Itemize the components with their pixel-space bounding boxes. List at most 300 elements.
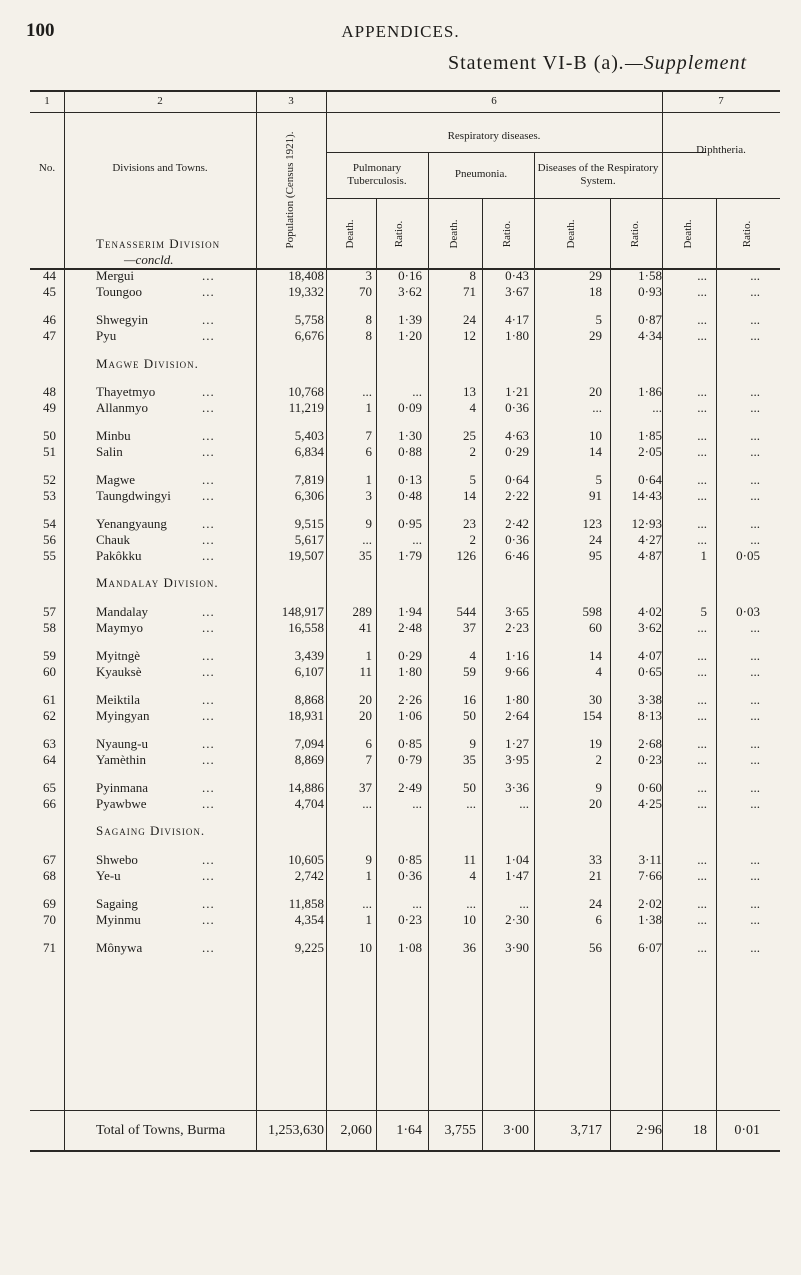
- cell-nd: 4: [469, 648, 476, 663]
- cell-rr: 0·87: [638, 312, 662, 327]
- cell-dr: ...: [750, 328, 760, 343]
- cell-rd: 33: [589, 852, 602, 867]
- header-diphtheria: Diphtheria.: [696, 144, 746, 156]
- cell-nr: 4·17: [505, 312, 529, 327]
- cell-pr: 0·85: [398, 736, 422, 751]
- leader-dots: ...: [202, 620, 215, 635]
- cell-rd: 95: [589, 548, 602, 563]
- cell-pop: 8,868: [294, 692, 324, 707]
- cell-dd: ...: [697, 384, 707, 399]
- cell-dr: ...: [750, 736, 760, 751]
- cell-pd: 1: [365, 648, 372, 663]
- cell-pd: 289: [352, 604, 372, 619]
- cell-dr: ...: [750, 780, 760, 795]
- cell-nd: 4: [469, 400, 476, 415]
- cell-pr: ...: [412, 796, 422, 811]
- cell-rd: 2: [595, 752, 602, 767]
- town-name: Taungdwingyi: [96, 488, 171, 503]
- cell-dd: ...: [697, 516, 707, 531]
- table-row: [30, 752, 780, 768]
- total-rd: 3,717: [570, 1123, 602, 1138]
- cell-nd: 25: [463, 428, 476, 443]
- table-row: [30, 912, 780, 928]
- cell-dr: ...: [750, 428, 760, 443]
- header-pneu-death: Death.: [448, 219, 460, 249]
- cell-rr: 0·93: [638, 284, 662, 299]
- row-number: 58: [43, 620, 56, 635]
- cell-pop: 5,758: [294, 312, 324, 327]
- cell-pr: 3·62: [398, 284, 422, 299]
- row-number: 46: [43, 312, 56, 327]
- row-number: 49: [43, 400, 56, 415]
- town-name: Pyu: [96, 328, 117, 343]
- leader-dots: ...: [202, 328, 215, 343]
- cell-pop: 10,768: [288, 384, 324, 399]
- cell-pr: 0·79: [398, 752, 422, 767]
- town-name: Shwegyin: [96, 312, 148, 327]
- table-row: [30, 516, 780, 532]
- leader-dots: ...: [202, 940, 215, 955]
- cell-nr: 1·21: [505, 384, 529, 399]
- row-number: 54: [43, 516, 56, 531]
- cell-rd: 18: [589, 284, 602, 299]
- cell-pop: 18,931: [288, 708, 324, 723]
- cell-rd: 598: [582, 604, 602, 619]
- header-pulmonary: Pulmonary Tuberculosis.: [347, 162, 407, 187]
- header-divisions: Divisions and Towns.: [112, 162, 208, 174]
- cell-dr: ...: [750, 488, 760, 503]
- cell-pr: 2·49: [398, 780, 422, 795]
- header-other-resp: Diseases of the Respiratory System.: [537, 162, 659, 187]
- row-number: 68: [43, 868, 56, 883]
- cell-pd: 1: [365, 912, 372, 927]
- header-respiratory: Respiratory diseases.: [447, 130, 541, 142]
- row-number: 52: [43, 472, 56, 487]
- table-row: [30, 428, 780, 444]
- cell-rr: 4·25: [638, 796, 662, 811]
- town-name: Mergui: [96, 268, 135, 283]
- cell-rr: 3·62: [638, 620, 662, 635]
- cell-pr: 0·23: [398, 912, 422, 927]
- cell-rd: 14: [589, 648, 602, 663]
- cell-nr: 3·36: [505, 780, 529, 795]
- leader-dots: ...: [202, 548, 215, 563]
- table-body: [30, 90, 780, 1152]
- cell-nd: 24: [463, 312, 476, 327]
- row-number: 64: [43, 752, 56, 767]
- cell-nd: 2: [469, 532, 476, 547]
- cell-dr: ...: [750, 692, 760, 707]
- cell-pd: 1: [365, 472, 372, 487]
- table-row: [30, 620, 780, 636]
- cell-rd: 20: [589, 384, 602, 399]
- table-row: [30, 796, 780, 812]
- cell-dd: ...: [697, 532, 707, 547]
- cell-nr: 2·30: [505, 912, 529, 927]
- row-number: 69: [43, 896, 56, 911]
- leader-dots: ...: [202, 472, 215, 487]
- town-name: Myitngè: [96, 648, 141, 663]
- town-name: Minbu: [96, 428, 131, 443]
- cell-dd: ...: [697, 428, 707, 443]
- cell-pd: 1: [365, 868, 372, 883]
- cell-dd: ...: [697, 620, 707, 635]
- cell-rd: 91: [589, 488, 602, 503]
- cell-dd: ...: [697, 752, 707, 767]
- cell-nd: 544: [456, 604, 476, 619]
- cell-pr: 0·48: [398, 488, 422, 503]
- cell-nd: 4: [469, 868, 476, 883]
- cell-dr: ...: [750, 444, 760, 459]
- cell-rr: 2·68: [638, 736, 662, 751]
- division-title: Sagaing Division.: [96, 823, 206, 838]
- cell-pd: 7: [365, 428, 372, 443]
- cell-pop: 8,869: [294, 752, 324, 767]
- cell-dd: ...: [697, 664, 707, 679]
- cell-pd: 20: [359, 708, 372, 723]
- cell-pop: 19,332: [288, 284, 324, 299]
- cell-rr: 2·05: [638, 444, 662, 459]
- cell-pd: 35: [359, 548, 372, 563]
- cell-rr: 3·38: [638, 692, 662, 707]
- cell-pd: ...: [362, 384, 372, 399]
- town-name: Magwe: [96, 472, 135, 487]
- leader-dots: ...: [202, 268, 215, 283]
- cell-rr: 0·23: [638, 752, 662, 767]
- cell-nd: ...: [466, 796, 476, 811]
- cell-rr: 1·38: [638, 912, 662, 927]
- cell-nr: 1·47: [505, 868, 529, 883]
- cell-dr: 0·05: [736, 548, 760, 563]
- cell-pr: 0·13: [398, 472, 422, 487]
- cell-nr: 4·63: [505, 428, 529, 443]
- cell-pd: ...: [362, 532, 372, 547]
- cell-rr: 4·02: [638, 604, 662, 619]
- cell-nr: 0·64: [505, 472, 529, 487]
- town-name: Thayetmyo: [96, 384, 156, 399]
- cell-nr: 0·43: [505, 268, 529, 283]
- cell-pd: ...: [362, 896, 372, 911]
- cell-rd: 6: [595, 912, 602, 927]
- cell-nd: 16: [463, 692, 476, 707]
- cell-rr: 12·93: [631, 516, 662, 531]
- cell-rd: 56: [589, 940, 602, 955]
- cell-pd: 70: [359, 284, 372, 299]
- cell-nr: 1·80: [505, 692, 529, 707]
- cell-rd: 21: [589, 868, 602, 883]
- cell-nd: 8: [469, 268, 476, 283]
- cell-pr: 0·95: [398, 516, 422, 531]
- leader-dots: ...: [202, 532, 215, 547]
- cell-rd: 154: [582, 708, 602, 723]
- cell-pr: 1·39: [398, 312, 422, 327]
- cell-pd: 3: [365, 488, 372, 503]
- table-row: [30, 692, 780, 708]
- cell-nd: ...: [466, 896, 476, 911]
- cell-dd: ...: [697, 868, 707, 883]
- town-name: Pyinmana: [96, 780, 148, 795]
- town-name: Meiktila: [96, 692, 141, 707]
- row-number: 71: [43, 940, 56, 955]
- cell-nd: 9: [469, 736, 476, 751]
- cell-pop: 148,917: [281, 604, 324, 619]
- town-name: Shwebo: [96, 852, 138, 867]
- cell-rd: 29: [589, 268, 602, 283]
- cell-rd: 24: [589, 532, 602, 547]
- cell-pop: 5,403: [294, 428, 324, 443]
- cell-nd: 14: [463, 488, 476, 503]
- cell-rr: 4·07: [638, 648, 662, 663]
- table-row: [30, 780, 780, 796]
- table-row: [30, 940, 780, 956]
- table-row: [30, 488, 780, 504]
- row-number: 67: [43, 852, 56, 867]
- cell-rd: 60: [589, 620, 602, 635]
- cell-pr: 1·79: [398, 548, 422, 563]
- statement-prefix: Statement VI-B: [448, 52, 588, 74]
- colnum-1: 1: [44, 95, 50, 107]
- total-dd: 18: [693, 1123, 707, 1138]
- cell-pop: 5,617: [294, 532, 324, 547]
- cell-dd: ...: [697, 940, 707, 955]
- cell-rr: 4·34: [638, 328, 662, 343]
- cell-pop: 11,219: [288, 400, 324, 415]
- table-row: [30, 444, 780, 460]
- cell-rd: 10: [589, 428, 602, 443]
- leader-dots: ...: [202, 912, 215, 927]
- cell-rd: 4: [595, 664, 602, 679]
- cell-pop: 9,225: [294, 940, 324, 955]
- cell-pd: 8: [365, 312, 372, 327]
- cell-rr: 6·07: [638, 940, 662, 955]
- cell-pr: 1·30: [398, 428, 422, 443]
- cell-pr: ...: [412, 896, 422, 911]
- cell-nr: 0·29: [505, 444, 529, 459]
- cell-pr: 1·80: [398, 664, 422, 679]
- cell-dr: ...: [750, 868, 760, 883]
- cell-pr: 1·08: [398, 940, 422, 955]
- cell-pop: 4,704: [294, 796, 324, 811]
- cell-dr: ...: [750, 384, 760, 399]
- total-rr: 2·96: [636, 1123, 662, 1138]
- cell-nr: 2·23: [505, 620, 529, 635]
- cell-pr: 2·26: [398, 692, 422, 707]
- cell-dr: ...: [750, 940, 760, 955]
- statement-suffix: .—Supplement: [618, 52, 748, 74]
- cell-pd: 10: [359, 940, 372, 955]
- colnum-6: 6: [491, 95, 497, 107]
- cell-rd: 14: [589, 444, 602, 459]
- page-number: 100: [26, 20, 55, 41]
- cell-rr: 0·60: [638, 780, 662, 795]
- cell-dr: ...: [750, 312, 760, 327]
- cell-nr: 0·36: [505, 400, 529, 415]
- cell-pd: ...: [362, 796, 372, 811]
- cell-pd: 11: [359, 664, 372, 679]
- cell-rr: 4·27: [638, 532, 662, 547]
- cell-pd: 8: [365, 328, 372, 343]
- cell-pr: 0·36: [398, 868, 422, 883]
- cell-pd: 9: [365, 516, 372, 531]
- colnum-7: 7: [718, 95, 724, 107]
- cell-nd: 5: [469, 472, 476, 487]
- header-population: Population (Census 1921).: [284, 131, 296, 249]
- cell-pr: 0·09: [398, 400, 422, 415]
- statement-part: (a): [593, 52, 619, 74]
- leader-dots: ...: [202, 796, 215, 811]
- row-number: 44: [43, 268, 56, 283]
- cell-nd: 12: [463, 328, 476, 343]
- cell-nr: 0·36: [505, 532, 529, 547]
- leader-dots: ...: [202, 708, 215, 723]
- town-name: Toungoo: [96, 284, 143, 299]
- town-name: Chauk: [96, 532, 130, 547]
- cell-nr: 1·80: [505, 328, 529, 343]
- cell-pop: 18,408: [288, 268, 324, 283]
- cell-pop: 9,515: [294, 516, 324, 531]
- cell-pd: 6: [365, 444, 372, 459]
- row-number: 47: [43, 328, 56, 343]
- cell-rr: 0·64: [638, 472, 662, 487]
- cell-pop: 6,834: [294, 444, 324, 459]
- town-name: Maymyo: [96, 620, 143, 635]
- cell-rr: 7·66: [638, 868, 662, 883]
- cell-dd: ...: [697, 312, 707, 327]
- cell-nd: 11: [463, 852, 476, 867]
- cell-nd: 71: [463, 284, 476, 299]
- total-pr: 1·64: [396, 1123, 422, 1138]
- cell-dr: ...: [750, 400, 760, 415]
- cell-pr: ...: [412, 532, 422, 547]
- cell-dr: ...: [750, 648, 760, 663]
- cell-dr: ...: [750, 472, 760, 487]
- cell-pop: 10,605: [288, 852, 324, 867]
- cell-nd: 50: [463, 708, 476, 723]
- cell-dr: ...: [750, 796, 760, 811]
- leader-dots: ...: [202, 488, 215, 503]
- cell-rr: 1·85: [638, 428, 662, 443]
- leader-dots: ...: [202, 284, 215, 299]
- town-name: Ye-u: [96, 868, 121, 883]
- town-name: Allanmyo: [96, 400, 148, 415]
- cell-dr: 0·03: [736, 604, 760, 619]
- cell-nr: 3·65: [505, 604, 529, 619]
- row-number: 45: [43, 284, 56, 299]
- cell-dd: ...: [697, 736, 707, 751]
- cell-nd: 23: [463, 516, 476, 531]
- cell-dr: ...: [750, 268, 760, 283]
- cell-dd: ...: [697, 284, 707, 299]
- total-pop: 1,253,630: [268, 1123, 324, 1138]
- leader-dots: ...: [202, 312, 215, 327]
- cell-pop: 19,507: [288, 548, 324, 563]
- leader-dots: ...: [202, 444, 215, 459]
- header-no: No.: [38, 162, 56, 174]
- cell-pr: 1·06: [398, 708, 422, 723]
- cell-pr: 0·88: [398, 444, 422, 459]
- table-row: [30, 852, 780, 868]
- cell-pr: 2·48: [398, 620, 422, 635]
- header-resp-ratio: Ratio.: [629, 220, 641, 248]
- cell-dd: ...: [697, 796, 707, 811]
- cell-pop: 4,354: [294, 912, 324, 927]
- town-name: Salin: [96, 444, 123, 459]
- cell-nr: 3·67: [505, 284, 529, 299]
- leader-dots: ...: [202, 384, 215, 399]
- cell-nr: 6·46: [505, 548, 529, 563]
- header-pul-ratio: Ratio.: [393, 220, 405, 248]
- cell-pd: 6: [365, 736, 372, 751]
- cell-nd: 2: [469, 444, 476, 459]
- cell-nr: 2·64: [505, 708, 529, 723]
- leader-dots: ...: [202, 400, 215, 415]
- cell-rd: 123: [582, 516, 602, 531]
- cell-dd: ...: [697, 400, 707, 415]
- town-name: Yamèthin: [96, 752, 146, 767]
- cell-rr: 1·86: [638, 384, 662, 399]
- cell-rd: 9: [595, 780, 602, 795]
- cell-rd: 5: [595, 312, 602, 327]
- cell-pd: 3: [365, 268, 372, 283]
- cell-dr: ...: [750, 620, 760, 635]
- cell-dd: ...: [697, 328, 707, 343]
- cell-dr: ...: [750, 896, 760, 911]
- cell-pr: 0·85: [398, 852, 422, 867]
- table-row: [30, 472, 780, 488]
- cell-pop: 3,439: [294, 648, 324, 663]
- cell-nr: 9·66: [505, 664, 529, 679]
- row-number: 63: [43, 736, 56, 751]
- row-number: 56: [43, 532, 56, 547]
- town-name: Nyaung-u: [96, 736, 148, 751]
- cell-dd: ...: [697, 896, 707, 911]
- leader-dots: ...: [202, 428, 215, 443]
- cell-rr: 8·13: [638, 708, 662, 723]
- cell-pd: 37: [359, 780, 372, 795]
- table-row: [30, 648, 780, 664]
- header-pul-death: Death.: [344, 219, 356, 249]
- cell-nr: 2·42: [505, 516, 529, 531]
- colnum-3: 3: [288, 95, 294, 107]
- cell-nd: 126: [456, 548, 476, 563]
- cell-pop: 7,094: [294, 736, 324, 751]
- cell-pd: 7: [365, 752, 372, 767]
- cell-rr: 1·58: [638, 268, 662, 283]
- cell-nr: 3·95: [505, 752, 529, 767]
- total-label: Total of Towns, Burma: [96, 1123, 226, 1138]
- row-number: 50: [43, 428, 56, 443]
- cell-dd: ...: [697, 268, 707, 283]
- cell-nr: 3·90: [505, 940, 529, 955]
- cell-nr: 1·04: [505, 852, 529, 867]
- cell-pr: ...: [412, 384, 422, 399]
- cell-pd: 20: [359, 692, 372, 707]
- header-diph-death: Death.: [682, 219, 694, 249]
- cell-dd: ...: [697, 852, 707, 867]
- row-number: 70: [43, 912, 56, 927]
- cell-dd: 5: [700, 604, 707, 619]
- row-number: 48: [43, 384, 56, 399]
- cell-nr: 1·16: [505, 648, 529, 663]
- cell-pr: 0·29: [398, 648, 422, 663]
- town-name: Mônywa: [96, 940, 143, 955]
- total-nd: 3,755: [444, 1123, 476, 1138]
- cell-dd: ...: [697, 444, 707, 459]
- cell-pop: 2,742: [294, 868, 324, 883]
- cell-nr: ...: [519, 796, 529, 811]
- total-pd: 2,060: [340, 1123, 372, 1138]
- cell-nd: 37: [463, 620, 476, 635]
